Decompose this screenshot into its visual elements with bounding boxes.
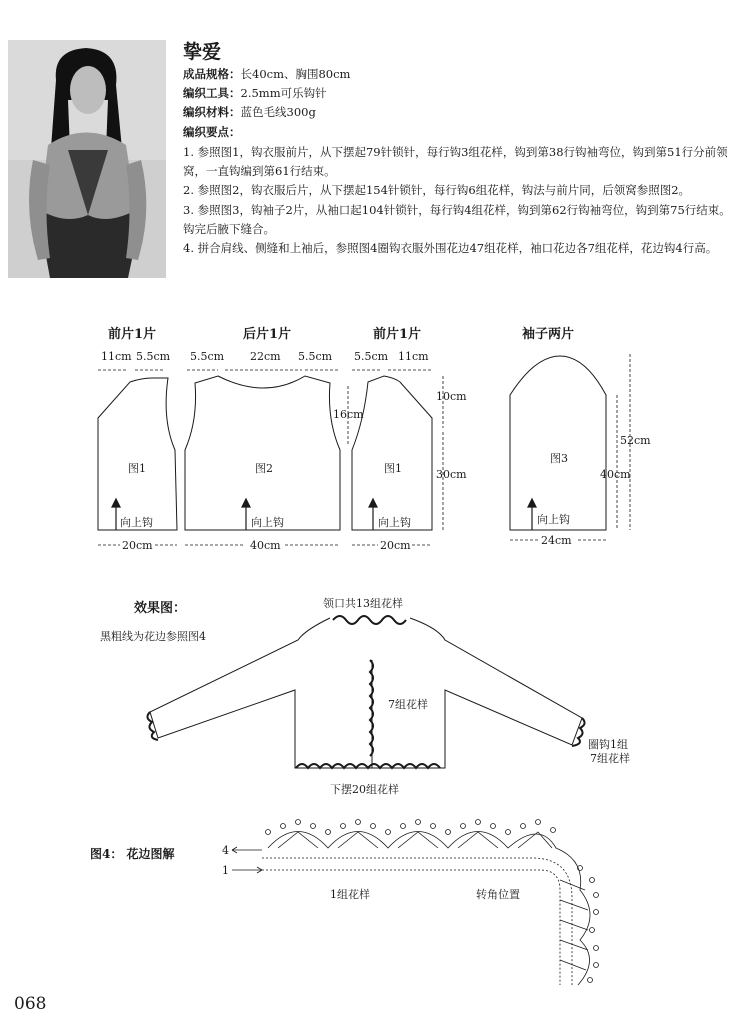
lace-chart bbox=[232, 820, 599, 986]
step-4: 4. 拼合肩线、侧缝和上袖后，参照图4圈钩衣服外围花边47组花样，袖口花边各7组花样，花边钩4行高。 bbox=[183, 241, 718, 256]
cuff-label-1: 圈钩1组 bbox=[588, 738, 628, 751]
spec-material: 编织材料：蓝色毛线300g bbox=[183, 105, 316, 119]
fig2-label: 图2 bbox=[255, 462, 273, 475]
fig1-right-label: 图1 bbox=[384, 462, 402, 475]
effect-note: 黑粗线为花边参照图4 bbox=[100, 630, 206, 643]
sleeve-piece bbox=[510, 356, 606, 530]
dim-16cm: 16cm bbox=[333, 408, 364, 421]
dim-front-right-5-5: 5.5cm bbox=[354, 350, 389, 363]
up-label-sleeve: 向上钩 bbox=[537, 513, 570, 526]
front-right-title: 前片1片 bbox=[373, 327, 422, 342]
page-number: 068 bbox=[14, 994, 47, 1014]
back-piece bbox=[185, 376, 340, 530]
dim-back-22: 22cm bbox=[250, 350, 281, 363]
dim-24cm: 24cm bbox=[541, 534, 572, 547]
dim-front-left-5-5: 5.5cm bbox=[136, 350, 171, 363]
corner-label: 转角位置 bbox=[476, 888, 520, 901]
dim-10cm: 10cm bbox=[436, 390, 467, 403]
effect-title: 效果图： bbox=[134, 601, 187, 616]
row-4-label: 4 bbox=[222, 844, 229, 857]
step-3: 3. 参照图3，钩袖子2片，从袖口起104针锁针，每行钩4组花样，钩到第62行钩袖弯位，钩到第75行结束。钩完后腋下缝合。 bbox=[183, 202, 731, 236]
row-1-label: 1 bbox=[222, 864, 229, 877]
step-1: 1. 参照图1，钩衣服前片，从下摆起79针锁针，每行钩3组花样，钩到第38行钩袖弯位，钩到第51行分前领窝，一直钩编到第61行结束。 bbox=[183, 145, 728, 179]
dim-20cm-right: 20cm bbox=[380, 539, 411, 552]
dim-40cm-back: 40cm bbox=[250, 539, 281, 552]
dim-30cm: 30cm bbox=[436, 468, 467, 481]
front-edge-label: 7组花样 bbox=[388, 698, 428, 711]
up-label-back: 向上钩 bbox=[251, 516, 284, 529]
hem-label: 下摆20组花样 bbox=[330, 783, 399, 796]
front-right-piece bbox=[352, 376, 432, 530]
dim-back-5-5-right: 5.5cm bbox=[298, 350, 333, 363]
sleeve-title: 袖子两片 bbox=[522, 327, 575, 342]
dim-52cm: 52cm bbox=[620, 434, 651, 447]
one-group-label: 1组花样 bbox=[330, 888, 370, 901]
neck-label: 领口共13组花样 bbox=[323, 597, 403, 610]
spec-points: 编织要点： bbox=[183, 125, 241, 139]
dim-front-right-11: 11cm bbox=[398, 350, 429, 363]
front-left-piece bbox=[98, 378, 177, 530]
dim-front-left-11: 11cm bbox=[101, 350, 132, 363]
pattern-title: 挚爱 bbox=[183, 41, 222, 63]
spec-size: 成品规格：长40cm、胸围80cm bbox=[183, 67, 351, 81]
lace-title: 图4： 花边图解 bbox=[90, 847, 175, 861]
step-2: 2. 参照图2，钩衣服后片，从下摆起154针锁针，每行钩6组花样，钩法与前片同，后领窝参照图2。 bbox=[183, 183, 691, 198]
cuff-label-2: 7组花样 bbox=[590, 752, 630, 765]
spec-tool: 编织工具：2.5mm可乐钩针 bbox=[183, 86, 327, 100]
dim-40cm-sleeve: 40cm bbox=[600, 468, 631, 481]
back-title: 后片1片 bbox=[243, 327, 292, 342]
dim-back-5-5-left: 5.5cm bbox=[190, 350, 225, 363]
fig3-label: 图3 bbox=[550, 452, 568, 465]
front-left-title: 前片1片 bbox=[108, 327, 157, 342]
jacket-drawing bbox=[147, 616, 584, 768]
dim-20cm-left: 20cm bbox=[122, 539, 153, 552]
up-label-front-right: 向上钩 bbox=[378, 516, 411, 529]
fig1-left-label: 图1 bbox=[128, 462, 146, 475]
up-label-front-left: 向上钩 bbox=[120, 516, 153, 529]
